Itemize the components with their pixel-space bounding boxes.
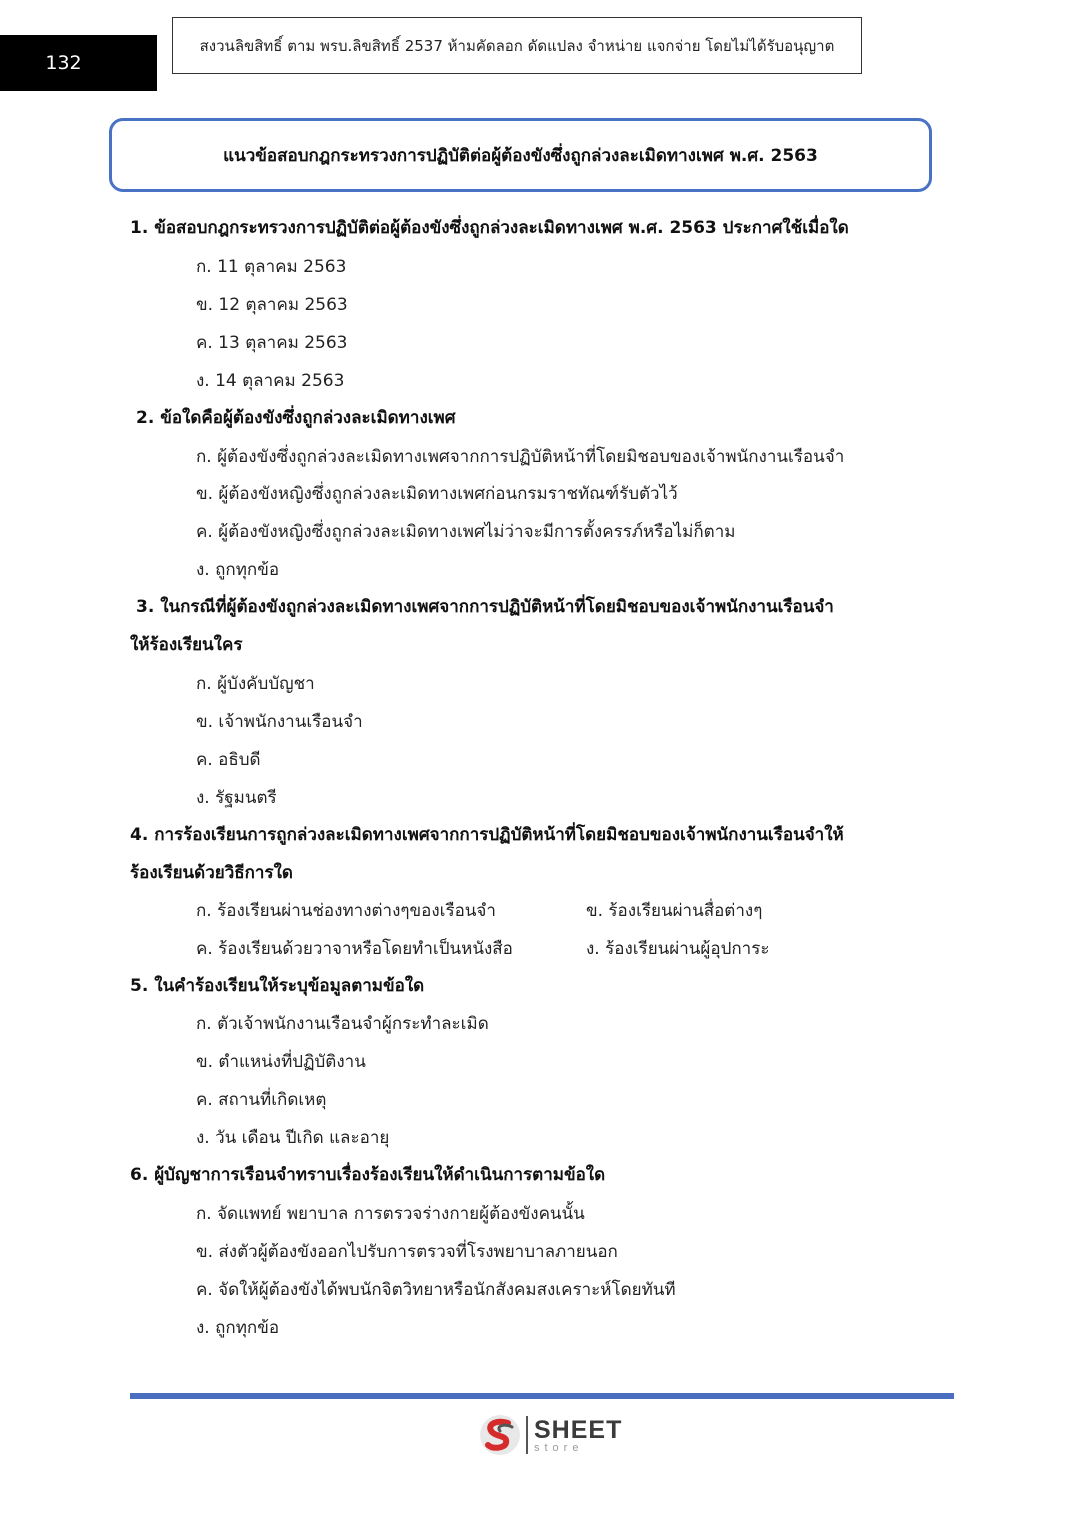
question-3-text-line2: ให้ร้องเรียนใคร bbox=[130, 635, 243, 655]
q6-option-c: ค. จัดให้ผู้ต้องขังได้พบนักจิตวิทยาหรือนักสังคมสงเคราะห์โดยทันที bbox=[196, 1280, 676, 1300]
logo-subtext: store bbox=[534, 1441, 584, 1454]
q5-option-b: ข. ตำแหน่งที่ปฏิบัติงาน bbox=[196, 1052, 366, 1072]
q4-option-a: ก. ร้องเรียนผ่านช่องทางต่างๆของเรือนจำ bbox=[196, 901, 496, 921]
logo-word: SHEET bbox=[534, 1415, 623, 1444]
q2-option-b: ข. ผู้ต้องขังหญิงซึ่งถูกล่วงละเมิดทางเพศก่อนกรมราชทัณฑ์รับตัวไว้ bbox=[196, 484, 678, 504]
q1-option-d: ง. 14 ตุลาคม 2563 bbox=[196, 371, 345, 391]
q3-option-d: ง. รัฐมนตรี bbox=[196, 788, 277, 808]
question-6-text: 6. ผู้บัญชาการเรือนจำทราบเรื่องร้องเรียนให้ดำเนินการตามข้อใด bbox=[130, 1165, 606, 1185]
question-1-text: 1. ข้อสอบกฎกระทรวงการปฏิบัติต่อผู้ต้องขังซึ่งถูกล่วงละเมิดทางเพศ พ.ศ. 2563 ประกาศใช้เมื่อใด bbox=[130, 218, 849, 238]
sheet-store-s-logo-icon bbox=[478, 1413, 522, 1457]
q2-option-d: ง. ถูกทุกข้อ bbox=[196, 560, 280, 580]
q1-option-c: ค. 13 ตุลาคม 2563 bbox=[196, 333, 348, 353]
logo-separator bbox=[526, 1416, 528, 1454]
title-box bbox=[109, 118, 932, 192]
q5-option-c: ค. สถานที่เกิดเหตุ bbox=[196, 1090, 327, 1110]
q4-option-c: ค. ร้องเรียนด้วยวาจาหรือโดยทำเป็นหนังสือ bbox=[196, 939, 513, 959]
footer-divider bbox=[130, 1393, 954, 1399]
page-title: แนวข้อสอบกฎกระทรวงการปฏิบัติต่อผู้ต้องขังซึ่งถูกล่วงละเมิดทางเพศ พ.ศ. 2563 bbox=[223, 145, 818, 166]
q5-option-d: ง. วัน เดือน ปีเกิด และอายุ bbox=[196, 1128, 390, 1148]
page-number-tab bbox=[0, 35, 157, 91]
question-5-text: 5. ในคำร้องเรียนให้ระบุข้อมูลตามข้อใด bbox=[130, 976, 425, 996]
question-2-text: 2. ข้อใดคือผู้ต้องขังซึ่งถูกล่วงละเมิดทางเพศ bbox=[136, 408, 456, 428]
q1-option-b: ข. 12 ตุลาคม 2563 bbox=[196, 295, 348, 315]
q2-option-c: ค. ผู้ต้องขังหญิงซึ่งถูกล่วงละเมิดทางเพศไม่ว่าจะมีการตั้งครรภ์หรือไม่ก็ตาม bbox=[196, 522, 736, 542]
q6-option-a: ก. จัดแพทย์ พยาบาล การตรวจร่างกายผู้ต้องขังคนนั้น bbox=[196, 1204, 585, 1224]
q3-option-b: ข. เจ้าพนักงานเรือนจำ bbox=[196, 712, 363, 732]
q2-option-a: ก. ผู้ต้องขังซึ่งถูกล่วงละเมิดทางเพศจากการปฏิบัติหน้าที่โดยมิชอบของเจ้าพนักงานเรือนจำ bbox=[196, 447, 845, 467]
question-3-text-line1: 3. ในกรณีที่ผู้ต้องขังถูกล่วงละเมิดทางเพศจากการปฏิบัติหน้าที่โดยมิชอบของเจ้าพนักงานเรือนจำ bbox=[136, 597, 834, 617]
question-4-text-line1: 4. การร้องเรียนการถูกล่วงละเมิดทางเพศจากการปฏิบัติหน้าที่โดยมิชอบของเจ้าพนักงานเรือนจำให้ bbox=[130, 825, 844, 845]
q4-option-d: ง. ร้องเรียนผ่านผู้อุปการะ bbox=[586, 939, 770, 959]
page-number: 132 bbox=[45, 52, 82, 74]
q3-option-c: ค. อธิบดี bbox=[196, 750, 261, 770]
q6-option-d: ง. ถูกทุกข้อ bbox=[196, 1318, 280, 1338]
copyright-notice: สงวนลิขสิทธิ์ ตาม พรบ.ลิขสิทธิ์ 2537 ห้ามคัดลอก ดัดแปลง จำหน่าย แจกจ่าย โดยไม่ได้รับอนุญาต bbox=[172, 17, 862, 74]
question-4-text-line2: ร้องเรียนด้วยวิธีการใด bbox=[130, 863, 293, 883]
q5-option-a: ก. ตัวเจ้าพนักงานเรือนจำผู้กระทำละเมิด bbox=[196, 1014, 489, 1034]
q3-option-a: ก. ผู้บังคับบัญชา bbox=[196, 674, 315, 694]
q4-option-b: ข. ร้องเรียนผ่านสื่อต่างๆ bbox=[586, 901, 763, 921]
q1-option-a: ก. 11 ตุลาคม 2563 bbox=[196, 257, 347, 277]
q6-option-b: ข. ส่งตัวผู้ต้องขังออกไปรับการตรวจที่โรงพยาบาลภายนอก bbox=[196, 1242, 618, 1262]
sheet-store-logo bbox=[478, 1412, 628, 1458]
